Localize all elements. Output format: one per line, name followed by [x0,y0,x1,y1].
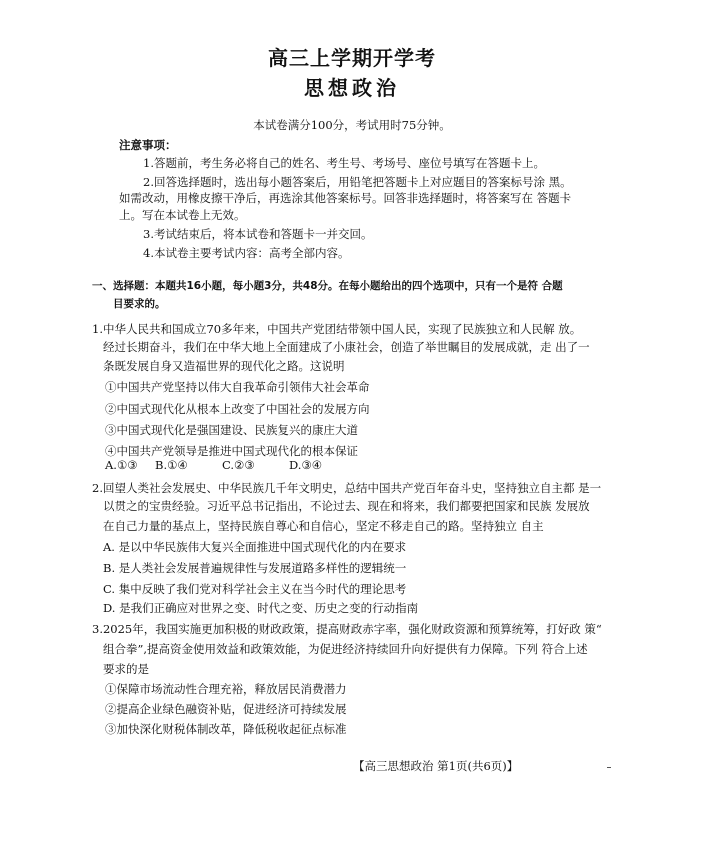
statement-item: ②中国式现代化从根本上改变了中国社会的发展方向 [105,402,370,416]
page-title: 高三上学期开学考 [268,46,436,70]
question-stem: 条既发展自身又造福世界的现代化之路。这说明 [103,359,345,373]
statement-item: ②提高企业绿色融资补贴，促进经济可持续发展 [105,702,347,716]
scan-mark [607,767,611,768]
question-stem: 经过长期奋斗，我们在中华大地上全面建成了小康社会，创造了举世瞩目的发展成就，走 出了一 [103,340,590,354]
question-stem: 以贯之的宝贵经验。习近平总书记指出，不论过去、现在和将来，我们都要把国家和民族 发展放 [103,499,590,513]
statement-item: ④中国共产党领导是推进中国式现代化的根本保证 [105,444,358,458]
question-stem: 组合拳”,提高资金使用效益和政策效能，为促进经济持续回升向好提供有力保障。下列 符合上述 [103,642,588,656]
page-footer: 【高三思想政治 第1页(共6页)】 [353,759,519,773]
note-line: 1.答题前，考生务必将自己的姓名、考生号、考场号、座位号填写在答题卡上。 [143,156,545,170]
answer-option: A.①③ [105,458,138,472]
statement-item: ③中国式现代化是强国建设、民族复兴的康庄大道 [105,423,358,437]
subject-title: 思想政治 [304,76,400,100]
answer-option: B.①④ [155,458,188,472]
section-heading: 一、选择题：本题共16小题，每小题3分，共48分。在每小题给出的四个选项中，只有一个是符 合题 [92,280,563,292]
note-line: 4.本试卷主要考试内容：高考全部内容。 [143,246,350,260]
answer-option: C.②③ [222,458,255,472]
note-line: 上。写在本试卷上无效。 [119,208,246,222]
statement-item: ①保障市场流动性合理充裕，释放居民消费潜力 [105,682,347,696]
statement-item: ①中国共产党坚持以伟大自我革命引领伟大社会革命 [105,380,370,394]
statement-item: ③加快深化财税体制改革，降低税收起征点标准 [105,722,347,736]
question-stem: 3.2025年，我国实施更加积极的财政政策，提高财政赤字率，强化财政资源和预算统筹，打好政 策“ [92,622,602,636]
answer-option: D. 是我们正确应对世界之变、时代之变、历史之变的行动指南 [103,601,419,615]
answer-option: B. 是人类社会发展普遍规律性与发展道路多样性的逻辑统一 [103,561,407,575]
note-line: 如需改动，用橡皮擦干净后，再选涂其他答案标号。回答非选择题时，将答案写在 答题卡 [119,191,572,205]
question-stem: 要求的是 [103,662,149,676]
exam-info: 本试卷满分100分，考试用时75分钟。 [253,118,451,132]
answer-option: D.③④ [289,458,323,472]
notes-label: 注意事项： [119,138,177,152]
question-stem: 1.中华人民共和国成立70多年来，中国共产党团结带领中国人民，实现了民族独立和人民解 放。 [92,322,582,336]
note-line: 3.考试结束后，将本试卷和答题卡一并交回。 [143,227,373,241]
section-heading: 目要求的。 [113,298,166,310]
answer-option: A. 是以中华民族伟大复兴全面推进中国式现代化的内在要求 [103,540,407,554]
question-stem: 在自己力量的基点上，坚持民族自尊心和自信心，坚定不移走自己的路。坚持独立 自主 [103,519,544,533]
question-stem: 2.回望人类社会发展史、中华民族几千年文明史，总结中国共产党百年奋斗史，坚持独立自主都 是一 [92,481,602,495]
note-line: 2.回答选择题时，选出每小题答案后，用铅笔把答题卡上对应题目的答案标号涂 黑。 [143,175,572,189]
answer-option: C. 集中反映了我们党对科学社会主义在当今时代的理论思考 [103,582,407,596]
